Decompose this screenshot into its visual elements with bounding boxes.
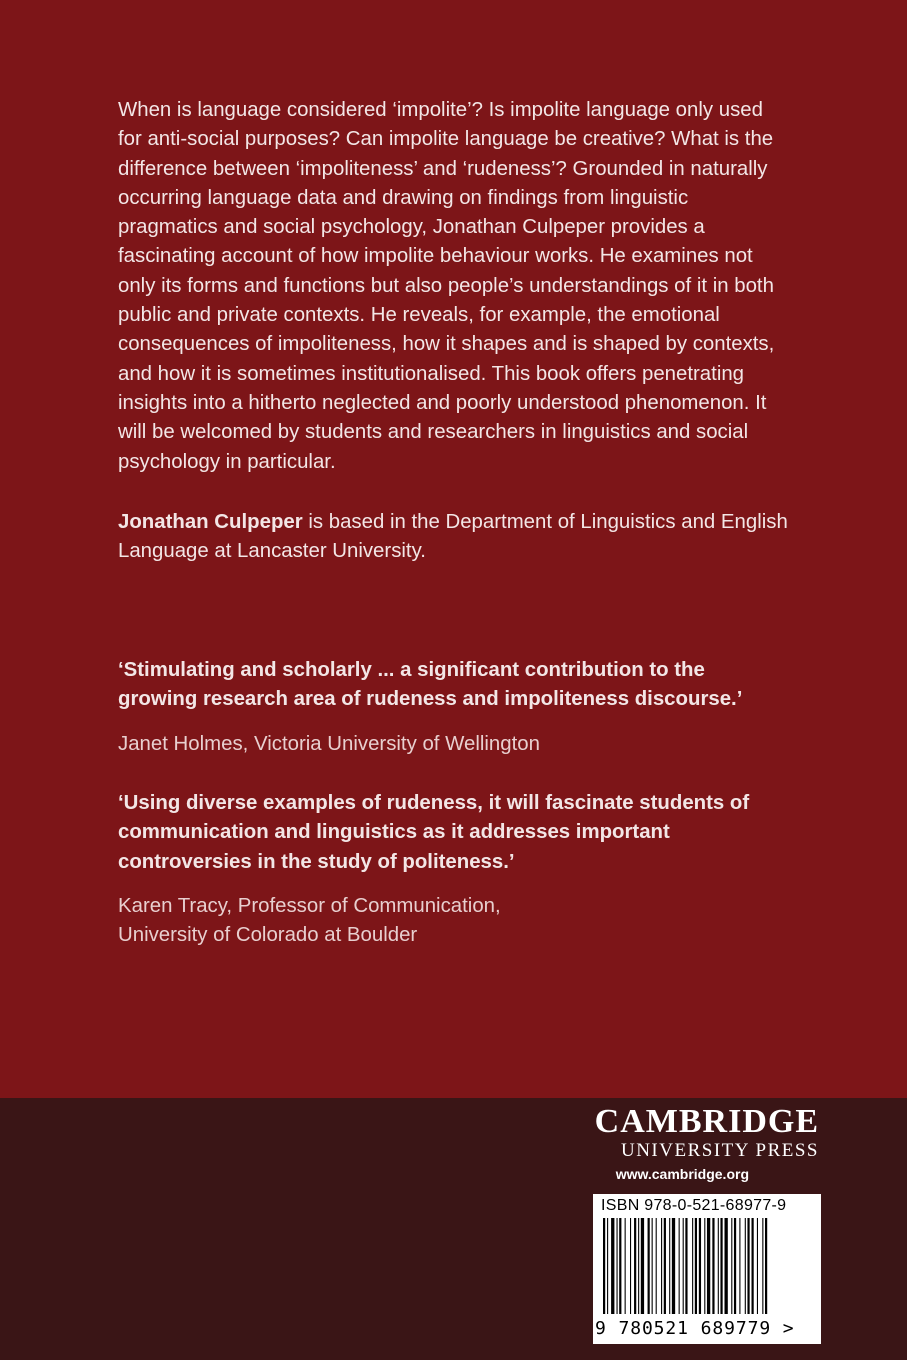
author-bio (118, 508, 788, 567)
review-quote-2: ‘Using diverse examples of rudeness, it will fascinate students of communication and linguistics as it addresses important controversies in the study of politeness.’ (118, 792, 750, 873)
review-attribution-2-line-1: Karen Tracy, Professor of Communication, (118, 895, 501, 917)
publisher-website-link[interactable]: www.cambridge.org (615, 1166, 749, 1182)
publisher-subtitle: UNIVERSITY PRESS (620, 1140, 819, 1161)
book-blurb: When is language considered ‘impolite’? Is impolite language only used for anti-social purposes? Can impolite language be creative? What is the difference between ‘impoliteness’ and ‘rudeness’? Grounded in naturally occurring language data and drawing on findings from linguistic pragmatics and social psychology, Jonathan Culpeper provides a fascinating account of how impolite behaviour works. He examines not only its forms and functions but also people’s understandings of it in both public and private contexts. He reveals, for example, the emotional consequences of impoliteness, how it shapes and is shaped by contexts, and how it is sometimes institutionalised. This book offers penetrating insights into a hitherto neglected and poorly understood phenomenon. It will be welcomed by students and researchers in linguistics and social psychology in particular. (118, 99, 775, 473)
review-attribution-1: Janet Holmes, Victoria University of Wellington (118, 733, 540, 755)
isbn-barcode (593, 1194, 821, 1344)
author-name: Jonathan Culpeper (118, 511, 303, 533)
barcode-digits: 9 780521 689779 > (595, 1318, 795, 1339)
review-quote-1: ‘Stimulating and scholarly ... a significant contribution to the growing research area of rudeness and impoliteness discourse.’ (118, 659, 743, 711)
isbn-label: ISBN 978-0-521-68977-9 (601, 1197, 787, 1214)
publisher-footer (0, 1098, 907, 1360)
barcode-icon (601, 1218, 813, 1318)
author-bio-text: is based in the Department of Linguistics and English Language at Lancaster University. (118, 511, 788, 563)
review-attribution-2-line-2: University of Colorado at Boulder (118, 924, 418, 947)
publisher-name: CAMBRIDGE (594, 1103, 819, 1140)
review-attribution-2 (118, 892, 768, 951)
publisher-logo (595, 1104, 819, 1162)
